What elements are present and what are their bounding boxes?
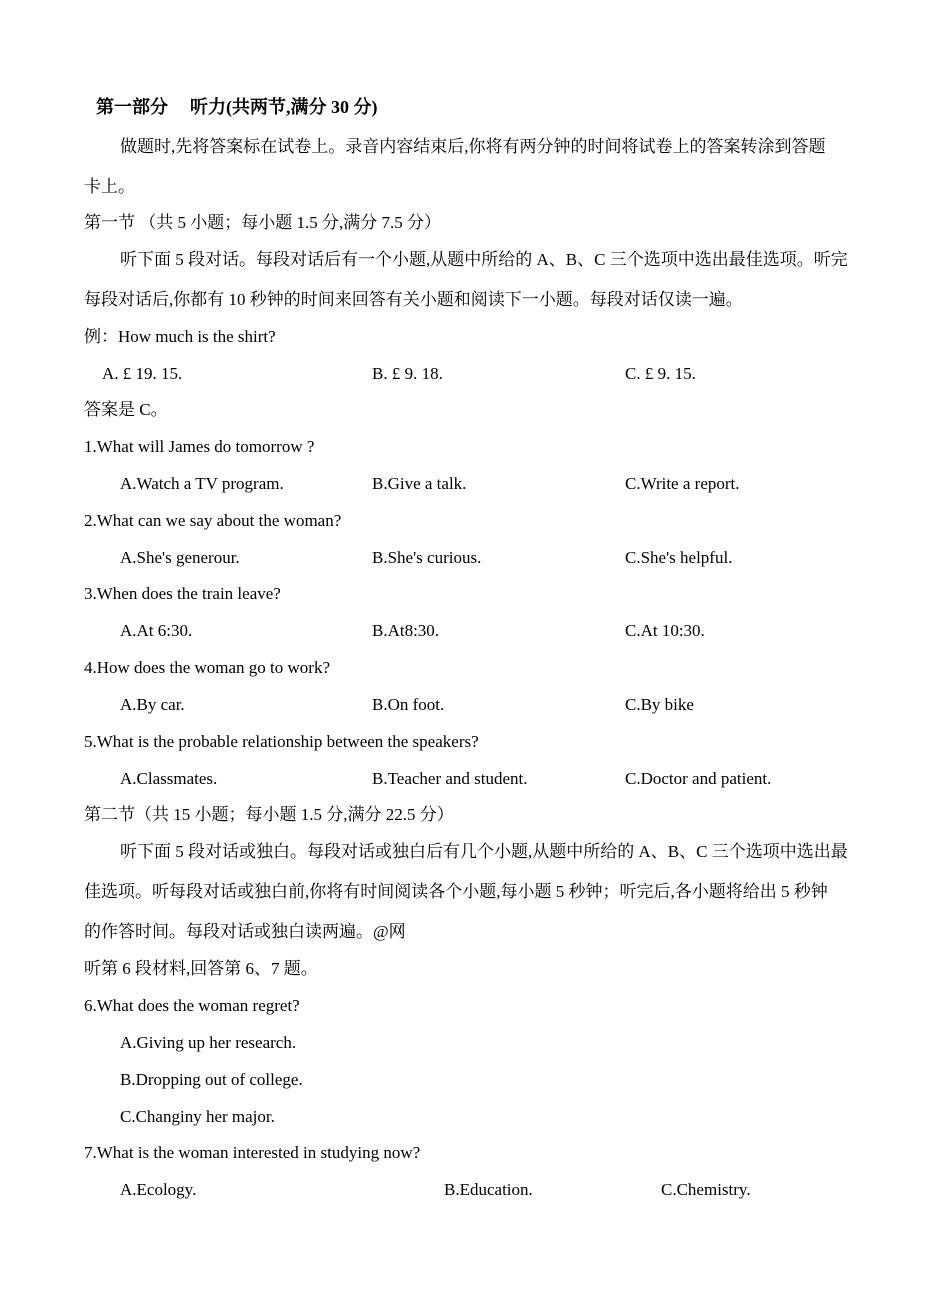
section1-intro-line2: 每段对话后,你都有 10 秒钟的时间来回答有关小题和阅读下一小题。每段对话仅读一遍。 — [84, 290, 743, 309]
q4-option-a: A.By car. — [120, 695, 185, 714]
example-question: 例：How much is the shirt? — [84, 327, 276, 346]
q2-option-c: C.She's helpful. — [625, 548, 733, 567]
example-option-c: C. £ 9. 15. — [625, 364, 696, 383]
part1-title-right: 听力(共两节,满分 30 分) — [190, 97, 378, 117]
part1-instruction-line1: 做题时,先将答案标在试卷上。录音内容结束后,你将有两分钟的时间将试卷上的答案转涂到答题 — [120, 137, 826, 156]
question-1: 1.What will James do tomorrow ? — [84, 437, 315, 456]
q2-option-a: A.She's generour. — [120, 548, 240, 567]
question-7: 7.What is the woman interested in studying now? — [84, 1143, 421, 1162]
question-5: 5.What is the probable relationship between the speakers? — [84, 732, 479, 751]
q7-option-b: B.Education. — [444, 1180, 533, 1199]
example-option-a: A. £ 19. 15. — [102, 364, 183, 383]
section2-intro-line3: 的作答时间。每段对话或独白读两遍。@网 — [84, 922, 406, 941]
q2-option-b: B.She's curious. — [372, 548, 482, 567]
q7-option-c: C.Chemistry. — [661, 1180, 751, 1199]
q5-option-b: B.Teacher and student. — [372, 769, 528, 788]
section2-intro-line2: 佳选项。听每段对话或独白前,你将有时间阅读各个小题,每小题 5 秒钟；听完后,各小题将给出 5 秒钟 — [84, 882, 828, 901]
q4-option-b: B.On foot. — [372, 695, 445, 714]
question-4: 4.How does the woman go to work? — [84, 658, 330, 677]
example-option-b: B. £ 9. 18. — [372, 364, 443, 383]
part1-title — [96, 96, 378, 118]
section2-header: 第二节（共 15 小题；每小题 1.5 分,满分 22.5 分） — [84, 805, 454, 824]
part1-instruction-line2: 卡上。 — [84, 177, 135, 196]
material-6-instruction: 听第 6 段材料,回答第 6、7 题。 — [84, 959, 318, 978]
example-answer: 答案是 C。 — [84, 400, 168, 419]
question-2: 2.What can we say about the woman? — [84, 511, 342, 530]
q6-option-c: C.Changiny her major. — [120, 1107, 275, 1126]
q6-option-b: B.Dropping out of college. — [120, 1070, 303, 1089]
q5-option-c: C.Doctor and patient. — [625, 769, 772, 788]
section1-intro-line1: 听下面 5 段对话。每段对话后有一个小题,从题中所给的 A、B、C 三个选项中选出最佳选项。听完 — [120, 250, 848, 269]
section2-intro-line1: 听下面 5 段对话或独白。每段对话或独白后有几个小题,从题中所给的 A、B、C 三个选项中选出最 — [120, 842, 848, 861]
q4-option-c: C.By bike — [625, 695, 694, 714]
q6-option-a: A.Giving up her research. — [120, 1033, 297, 1052]
q3-option-c: C.At 10:30. — [625, 621, 705, 640]
question-6: 6.What does the woman regret? — [84, 996, 300, 1015]
q3-option-b: B.At8:30. — [372, 621, 440, 640]
q1-option-b: B.Give a talk. — [372, 474, 467, 493]
section1-header: 第一节 （共 5 小题；每小题 1.5 分,满分 7.5 分） — [84, 213, 441, 232]
q5-option-a: A.Classmates. — [120, 769, 218, 788]
question-3: 3.When does the train leave? — [84, 584, 281, 603]
part1-title-left: 第一部分 — [96, 97, 168, 117]
q1-option-c: C.Write a report. — [625, 474, 740, 493]
q7-option-a: A.Ecology. — [120, 1180, 197, 1199]
q1-option-a: A.Watch a TV program. — [120, 474, 284, 493]
q3-option-a: A.At 6:30. — [120, 621, 193, 640]
